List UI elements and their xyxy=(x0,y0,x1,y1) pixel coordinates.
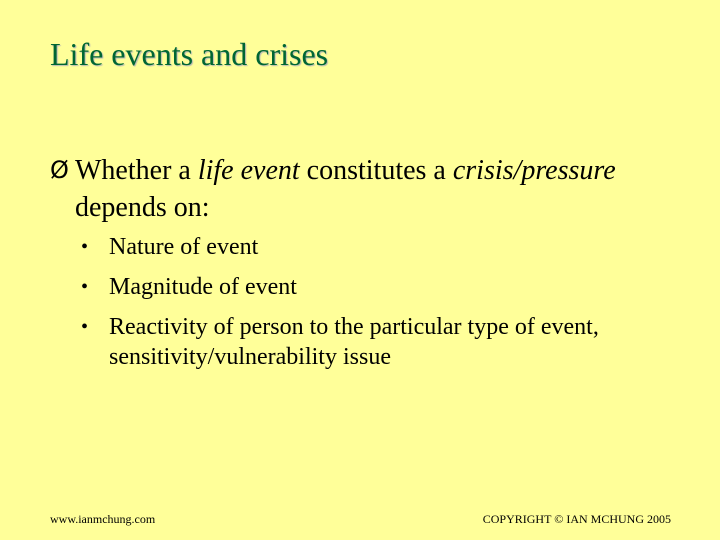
dot-bullet-icon: • xyxy=(81,236,89,258)
sub-bullet-text: Reactivity of person to the particular type of event, sensitivity/vulnerability issue xyxy=(109,314,599,370)
life-event-emphasis: life event xyxy=(197,155,300,186)
main-bullet-point xyxy=(50,152,650,226)
main-bullet-text xyxy=(75,152,650,226)
dot-bullet-icon: • xyxy=(81,276,89,298)
footer-copyright: COPYRIGHT © IAN MCHUNG 2005 xyxy=(482,512,671,526)
sub-bullet-text: Magnitude of event xyxy=(109,274,297,300)
sub-bullet-item xyxy=(80,312,640,372)
sub-bullet-item xyxy=(80,232,640,262)
arrow-bullet-icon: Ø xyxy=(50,156,69,184)
sub-bullet-item xyxy=(80,272,640,302)
slide-title: Life events and crises xyxy=(50,36,329,72)
main-text-part3: constitutes a xyxy=(299,155,453,186)
main-text-part5: depends on: xyxy=(75,192,210,223)
sub-bullet-list xyxy=(80,232,640,382)
crisis-pressure-emphasis: crisis/pressure xyxy=(452,155,616,186)
main-text-part1: Whether a xyxy=(75,155,198,186)
footer-website: www.ianmchung.com xyxy=(50,512,156,526)
dot-bullet-icon: • xyxy=(81,316,89,338)
sub-bullet-text: Nature of event xyxy=(109,234,259,260)
